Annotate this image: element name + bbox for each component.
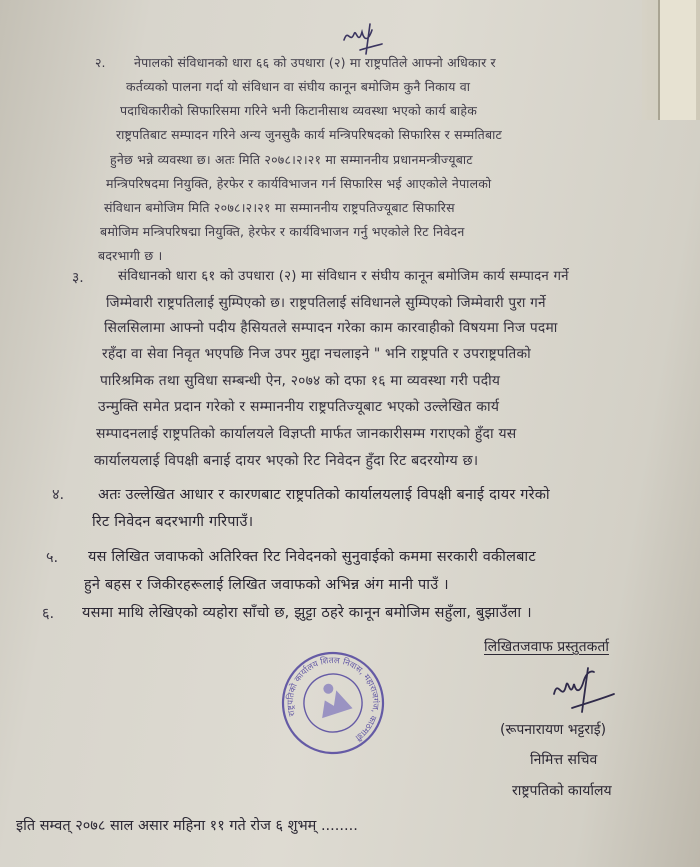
- svg-text:राष्ट्रपतिको कार्यालय शितल निव: [278, 648, 388, 758]
- paragraph-line: राष्ट्रपतिबाट सम्पादन गरिने अन्य जुनसुकै कार्य मन्त्रिपरिषदको सिफारिस र सम्मतिबाट: [116, 127, 503, 142]
- paragraph-line: हुनेछ भन्ने व्यवस्था छ। अतः मिति २०७८।२।२१ मा सम्माननीय प्रधानमन्त्रीज्यूबाट: [110, 152, 473, 167]
- paragraph-line: उन्मुक्ति समेत प्रदान गरेको र सम्माननीय राष्ट्रपतिज्यूबाट भएको उल्लेखित कार्य: [98, 399, 500, 415]
- paragraph-line: संविधान बमोजिम मिति २०७८।२।२१ मा सम्माननीय राष्ट्रपतिज्यूबाट सिफारिस: [104, 200, 455, 215]
- paragraph-line: सम्पादनलाई राष्ट्रपतिको कार्यालयले विज्ञप्ती मार्फत जानकारीसम्म गराएको हुँदा यस: [96, 426, 517, 442]
- paragraph-line: पदाधिकारीको सिफारिसमा गरिने भनी किटानीसाथ व्यवस्था भएको कार्य बाहेक: [120, 103, 478, 118]
- paragraph-number: ५.: [46, 550, 59, 566]
- paragraph-line: जिम्मेवारी राष्ट्रपतिलाई सुम्पिएको छ। राष्ट्रपतिलाई संविधानले सुम्पिएको जिम्मेवारी पुरा गर्ने: [106, 295, 546, 311]
- signer-title: निमित्त सचिव: [530, 752, 598, 768]
- binding-edge: [642, 0, 700, 120]
- paragraph-line: रहँदा वा सेवा निवृत भएपछि निज उपर मुद्दा नचलाइने " भनि राष्ट्रपति र उपराष्ट्रपतिको: [102, 346, 531, 362]
- paragraph-line: पारिश्रमिक तथा सुविधा सम्बन्धी ऐन, २०७४ को दफा १६ मा व्यवस्था गरी पदीय: [100, 373, 501, 389]
- paragraph-number: ६.: [42, 606, 55, 622]
- paragraph-line: कर्तव्यको पालना गर्दा यो संविधान वा संघीय कानून बमोजिम कुनै निकाय वा: [126, 79, 471, 94]
- paragraph-line: बमोजिम मन्त्रिपरिषद्मा नियुक्ति, हेरफेर र कार्यविभाजन गर्नु भएकोले रिट निवेदन: [100, 224, 465, 239]
- handwritten-signature: [548, 664, 618, 716]
- paragraph-line: सिलसिलामा आफ्नो पदीय हैसियतले सम्पादन गरेका काम कारवाहीको विषयमा निज पदमा: [104, 320, 558, 336]
- paragraph-line: रिट निवेदन बदरभागी गरिपाउँ।: [92, 514, 254, 530]
- paragraph-number: ३.: [72, 270, 84, 286]
- paragraph-line: संविधानको धारा ६१ को उपधारा (२) मा संविधान र संघीय कानून बमोजिम कार्य सम्पादन गर्ने: [118, 269, 569, 284]
- paragraph-number: ४.: [52, 487, 65, 503]
- paragraph-line: कार्यालयलाई विपक्षी बनाई दायर भएको रिट निवेदन हुँदा रिट बदरयोग्य छ।: [94, 453, 479, 469]
- paragraph-line: अतः उल्लेखित आधार र कारणबाट राष्ट्रपतिको कार्यालयलाई विपक्षी बनाई दायर गरेको: [98, 487, 550, 503]
- submitter-heading: लिखितजवाफ प्रस्तुतकर्ता: [484, 639, 609, 655]
- office-seal-stamp: [278, 648, 388, 758]
- paragraph-line: मन्त्रिपरिषदमा नियुक्ति, हेरफेर र कार्यविभाजन गर्न सिफारिस भई आएकोले नेपालको: [106, 176, 492, 191]
- signer-office: राष्ट्रपतिको कार्यालय: [512, 783, 612, 799]
- document-footer: इति सम्वत् २०७८ साल असार महिना ११ गते रोज ६ शुभम् ........: [16, 818, 358, 834]
- paragraph-line: बदरभागी छ ।: [98, 248, 163, 263]
- paragraph-line: यस लिखित जवाफको अतिरिक्त रिट निवेदनको सुनुवाईको कममा सरकारी वकीलबाट: [88, 549, 536, 565]
- paragraph-line: हुने बहस र जिकीरहरूलाई लिखित जवाफको अभिन्न अंग मानी पाउँ ।: [84, 577, 449, 593]
- paragraph-line: यसमा माथि लेखिएको व्यहोरा साँचो छ, झुट्टा ठहरे कानून बमोजिम सहुँला, बुझाउँला ।: [82, 605, 532, 621]
- paragraph-number: २.: [95, 55, 106, 70]
- paragraph-line: नेपालको संविधानको धारा ६६ को उपधारा (२) मा राष्ट्रपतिले आफ्नो अधिकार र: [134, 55, 496, 70]
- signer-name: (रूपनारायण भट्टराई): [500, 722, 607, 738]
- handwritten-initials: [340, 20, 385, 58]
- seal-text: राष्ट्रपतिको कार्यालय शितल निवास, महाराजगंज, काठमाडौं: [285, 655, 381, 743]
